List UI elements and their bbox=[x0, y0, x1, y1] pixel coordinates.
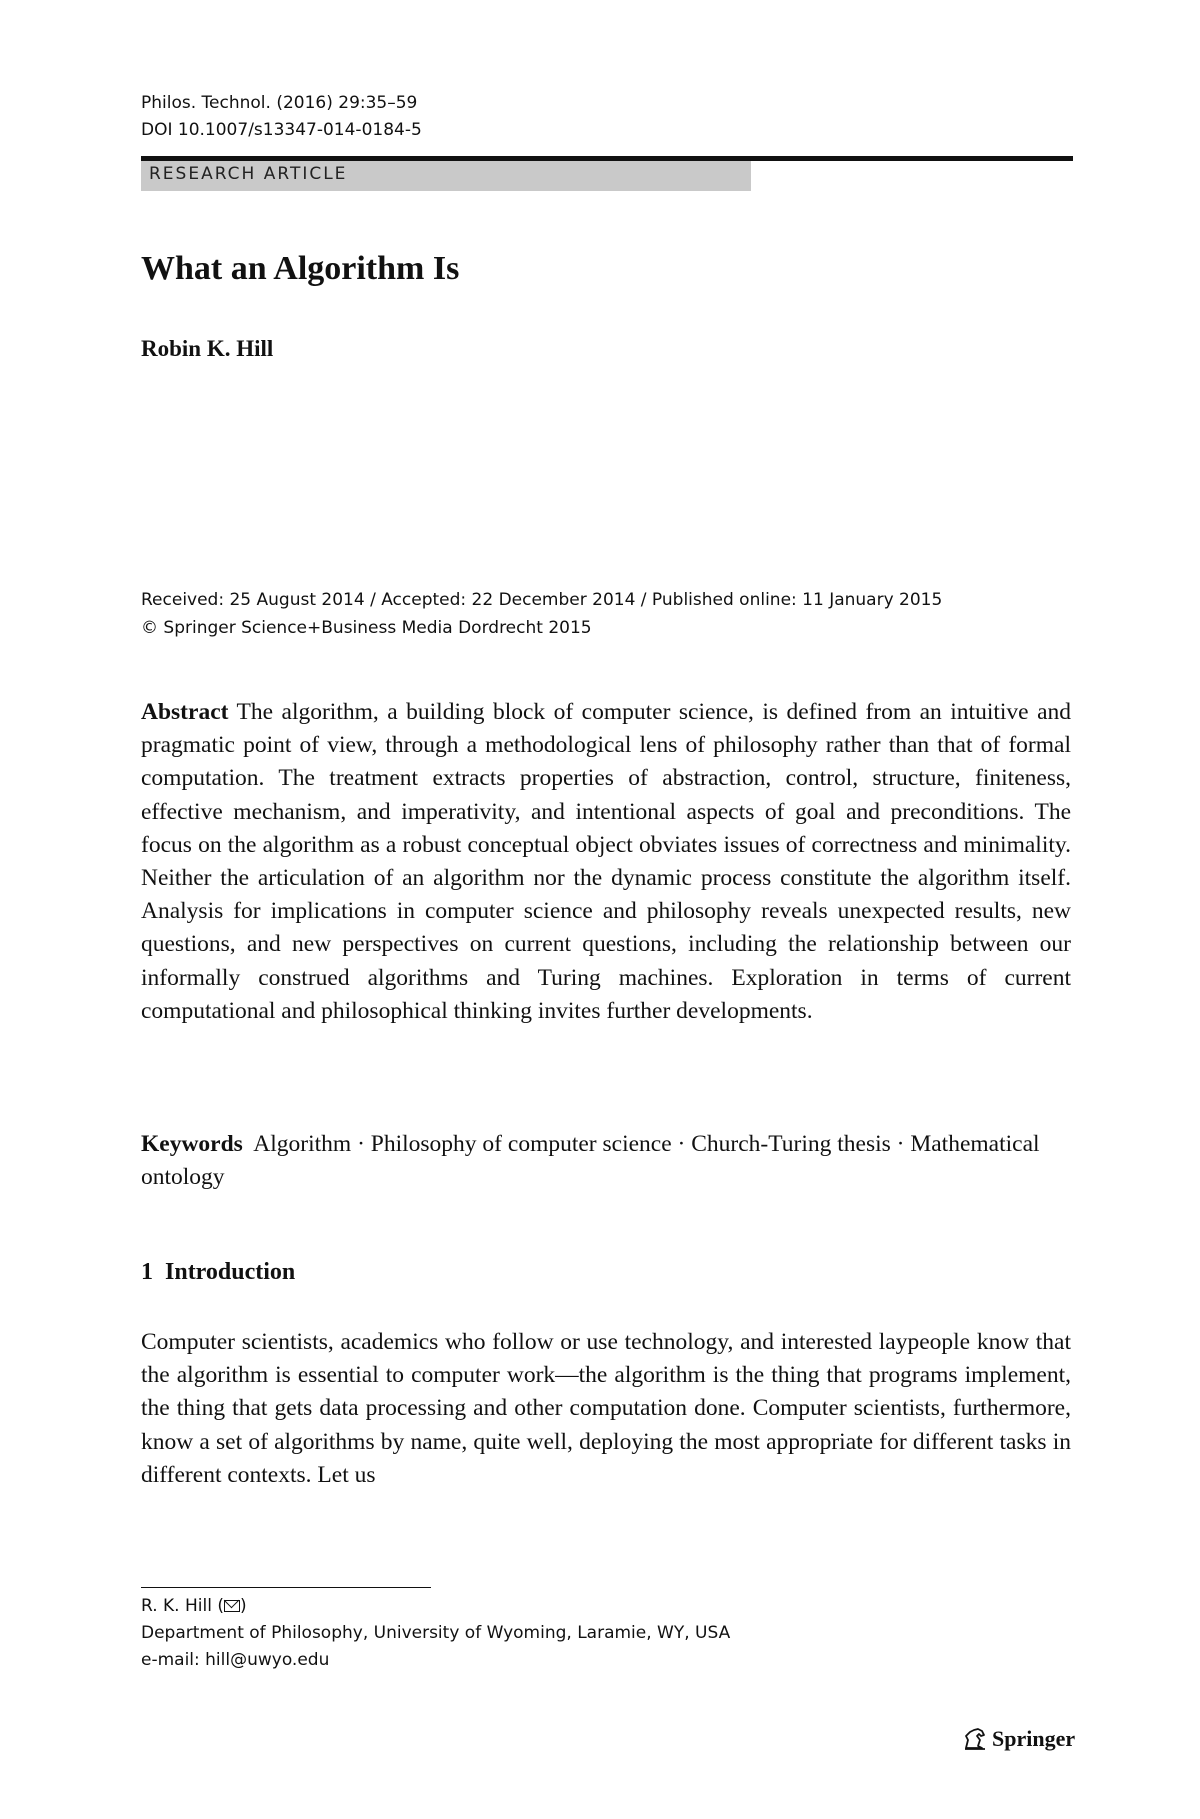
body-paragraph: Computer scientists, academics who follow or use technology, and interested laypeople know that the algorithm is essential to computer work—the algorithm is the thing that programs implement, the thing that gets data processing and other computation done. Computer scientists, furthermore, know a set of algorithms by name, quite well, deploying the most appropriate for different tasks in different contexts. Let us bbox=[141, 1329, 1071, 1488]
paper-title: What an Algorithm Is bbox=[141, 250, 460, 287]
author-name: Robin K. Hill bbox=[141, 336, 274, 361]
footnote-affiliation: Department of Philosophy, University of Wyoming, Laramie, WY, USA bbox=[141, 1623, 731, 1643]
abstract-text: The algorithm, a building block of computer science, is defined from an intuitive and pragmatic point of view, through a methodological lens of philosophy rather than that of formal computation. The treatment extracts properties of abstraction, control, structure, finiteness, effective mechanism, and imperativity, and intentional aspects of goal and preconditions. The focus on the algorithm as a robust conceptual object obviates issues of correctness and minimality. Neither the articulation of an algorithm nor the dynamic process constitute the algorithm itself. Analysis for implications in computer science and philosophy reveals unexpected results, new questions, and new perspectives on current questions, including the relationship between our informally construed algorithms and Turing machines. Exploration in terms of current computational and philosophical thinking invites further developments. bbox=[141, 699, 1072, 1024]
copyright-line: © Springer Science+Business Media Dordrecht 2015 bbox=[141, 618, 592, 638]
springer-horse-icon bbox=[962, 1726, 988, 1752]
keywords bbox=[141, 1128, 1071, 1194]
keywords-label: Keywords bbox=[141, 1131, 243, 1157]
footnote-author-name: R. K. Hill ( bbox=[141, 1596, 224, 1616]
footnote-author-line bbox=[141, 1593, 730, 1620]
footnote-author-close: ) bbox=[239, 1596, 247, 1616]
footnote-rule bbox=[141, 1587, 431, 1588]
section-title: Introduction bbox=[165, 1259, 296, 1285]
publisher-name: Springer bbox=[992, 1726, 1076, 1751]
section-heading bbox=[141, 1259, 295, 1286]
article-type-banner bbox=[141, 161, 751, 191]
journal-header bbox=[141, 90, 422, 144]
publication-history: Received: 25 August 2014 / Accepted: 22 December 2014 / Published online: 11 January 2015 bbox=[141, 590, 943, 610]
abstract bbox=[141, 696, 1071, 1028]
publication-dates bbox=[141, 586, 942, 642]
section-number: 1 bbox=[141, 1259, 153, 1285]
author-footnote bbox=[141, 1593, 730, 1674]
envelope-icon[interactable] bbox=[224, 1600, 240, 1612]
article-type-label: RESEARCH ARTICLE bbox=[149, 164, 348, 184]
publisher-logo bbox=[962, 1726, 1075, 1752]
footnote-email[interactable]: e-mail: hill@uwyo.edu bbox=[141, 1650, 330, 1670]
keywords-text: Algorithm · Philosophy of computer science · Church-Turing thesis · Mathematical ontology bbox=[141, 1131, 1040, 1190]
doi[interactable]: DOI 10.1007/s13347-014-0184-5 bbox=[141, 120, 422, 140]
abstract-label: Abstract bbox=[141, 699, 229, 725]
journal-citation: Philos. Technol. (2016) 29:35–59 bbox=[141, 93, 418, 113]
